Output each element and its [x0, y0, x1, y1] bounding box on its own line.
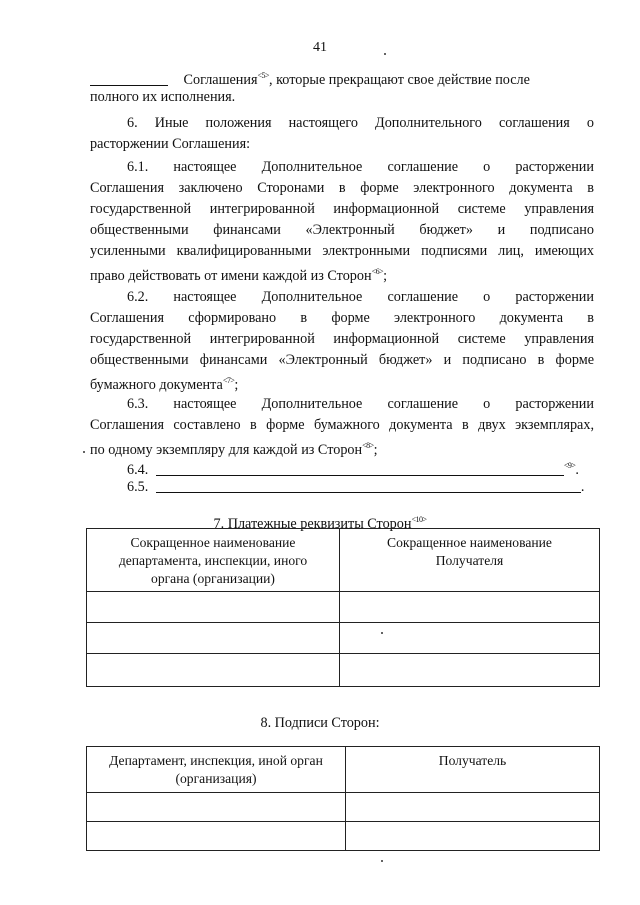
table-row [87, 623, 600, 654]
table-cell [87, 654, 340, 687]
section-8-title: 8. Подписи Сторон: [260, 715, 380, 731]
item-6-1-text: право действовать от имени каждой из Сторон [90, 268, 372, 284]
item-6-3-text: по одному экземпляру для каждой из Сторон [90, 442, 363, 458]
header-text: Сокращенное наименование [130, 535, 296, 550]
item-6-3-line-2: Соглашения составлено в форме бумажного документа в двух экземплярах, [90, 417, 594, 433]
footnote-ref-10: <10> [411, 515, 427, 524]
item-6-1-line-5: усиленными квалифицированными электронными подписями лиц, имеющих [90, 243, 594, 259]
item-6-2-line-1: 6.2. настоящее Дополнительное соглашение о расторжении [127, 289, 594, 305]
table-cell [340, 592, 600, 623]
item-6-2-line-5 [90, 371, 594, 395]
header-text: органа (организации) [151, 571, 275, 586]
punct: . [580, 479, 585, 495]
fill-in-blank [156, 478, 581, 493]
table-cell [346, 793, 600, 822]
footnote-ref-7: <7> [222, 376, 235, 385]
table-cell [87, 793, 346, 822]
paragraph-5-line-2: полного их исполнения. [90, 89, 236, 105]
section-7-title-text: 7. Платежные реквизиты Сторон [213, 516, 412, 532]
table-cell [340, 623, 600, 654]
page-number: 41 [313, 40, 327, 55]
table-row [87, 822, 600, 851]
table-header-row [87, 529, 600, 592]
table-header-row [87, 747, 600, 793]
scan-speck [83, 451, 85, 453]
footnote-ref-8: <8> [362, 441, 374, 450]
item-6-3-line-1: 6.3. настоящее Дополнительное соглашение о расторжении [127, 396, 594, 412]
scan-speck [384, 53, 386, 55]
item-6-1-line-6 [90, 262, 594, 286]
header-cell-recipient [346, 747, 600, 793]
payment-details-table [86, 528, 600, 687]
scan-speck [381, 632, 383, 634]
item-6-4-label: 6.4. [127, 462, 149, 478]
paragraph-6-line-2: расторжении Соглашения: [90, 136, 251, 152]
footnote-ref-5: <5> [257, 71, 270, 80]
header-text: департамента, инспекции, иного [118, 553, 308, 568]
table-cell [346, 822, 600, 851]
punct: . [575, 462, 579, 478]
table-cell [87, 592, 340, 623]
table-cell [340, 654, 600, 687]
punct: ; [383, 268, 388, 284]
header-text: Получателя [435, 553, 504, 568]
item-6-2-line-4: общественными финансами «Электронный бюджет» и подписано в форме [90, 352, 594, 368]
header-cell-department [87, 747, 346, 793]
item-6-2-line-2: Соглашения сформировано в форме электронного документа в [90, 310, 594, 326]
item-6-1-line-4: общественными финансами «Электронный бюджет» и подписано [90, 222, 594, 238]
footnote-ref-6: <6> [371, 267, 384, 276]
scan-speck [381, 860, 383, 862]
item-6-5 [127, 477, 594, 497]
table-row [87, 592, 600, 623]
item-6-1-line-3: государственной интегрированной информационной системе управления [90, 201, 594, 217]
header-text: (организация) [175, 771, 257, 786]
fill-in-blank [156, 461, 564, 476]
table-row [87, 654, 600, 687]
text-rest: , которые прекращают свое действие после [269, 72, 530, 88]
header-text: Сокращенное наименование [387, 535, 552, 550]
item-6-2-text: бумажного документа [90, 377, 223, 393]
item-6-1-line-1: 6.1. настоящее Дополнительное соглашение о расторжении [127, 159, 594, 175]
punct: ; [373, 442, 378, 458]
text-agreement: Соглашения [183, 72, 258, 88]
signatures-table [86, 746, 600, 851]
punct: ; [234, 377, 239, 393]
table-cell [87, 822, 346, 851]
item-6-5-label: 6.5. [127, 479, 149, 495]
paragraph-6-line-1: 6. Иные положения настоящего Дополнительного соглашения о [127, 115, 594, 131]
item-6-2-line-3: государственной интегрированной информационной системе управления [90, 331, 594, 347]
fill-in-blank [90, 71, 168, 86]
header-text: Получатель [438, 753, 507, 768]
header-cell-department [87, 529, 340, 592]
header-text: Департамент, инспекция, иной орган [109, 753, 323, 768]
table-row [87, 793, 600, 822]
table-cell [87, 623, 340, 654]
header-cell-recipient [340, 529, 600, 592]
footnote-ref-9: <9> [563, 461, 576, 470]
item-6-1-line-2: Соглашения заключено Сторонами в форме электронного документа в [90, 180, 594, 196]
